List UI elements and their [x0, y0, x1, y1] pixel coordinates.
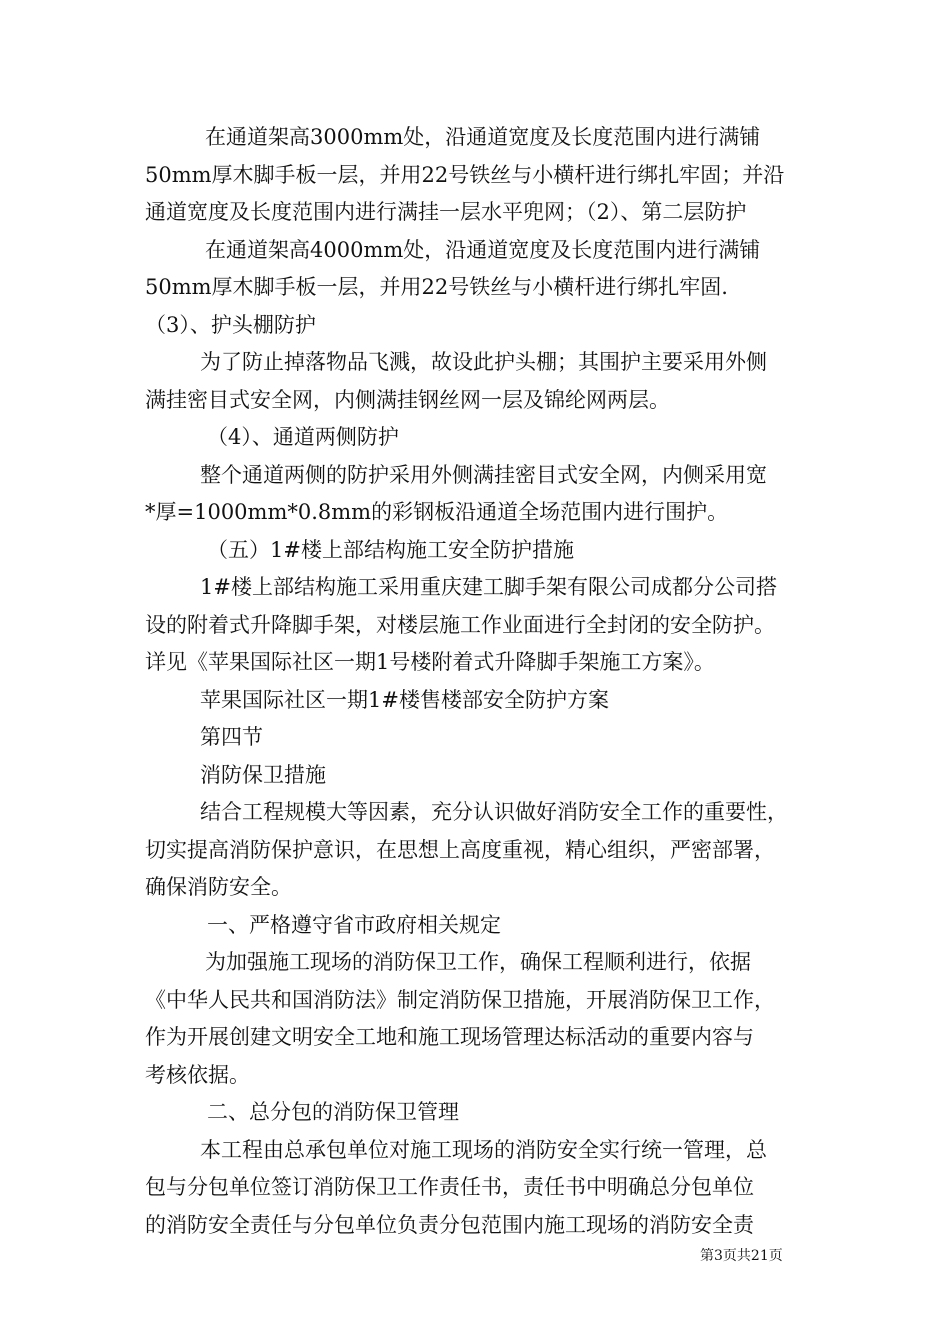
section-heading: 二、总分包的消防保卫管理	[207, 1100, 459, 1124]
section-heading: （五）1#楼上部结构施工安全防护措施	[207, 537, 574, 562]
text-line: 苹果国际社区一期1#楼售楼部安全防护方案	[200, 687, 609, 712]
text-line: 50mm厚木脚手板一层，并用22号铁丝与小横杆进行绑扎牢固；并沿	[145, 162, 785, 187]
text-line: 《中华人民共和国消防法》制定消防保卫措施，开展消防保卫工作，	[145, 987, 775, 1012]
text-line: 1#楼上部结构施工采用重庆建工脚手架有限公司成都分公司搭	[200, 575, 777, 599]
text-line: 在通道架高4000mm处，沿通道宽度及长度范围内进行满铺	[205, 237, 761, 262]
text-line: 本工程由总承包单位对施工现场的消防安全实行统一管理，总	[200, 1137, 767, 1162]
text-line: 通道宽度及长度范围内进行满挂一层水平兜网；（2）、第二层防护	[145, 200, 747, 224]
text-line: （3）、护头棚防护	[145, 312, 316, 337]
text-line: 的消防安全责任与分包单位负责分包范围内施工现场的消防安全责	[145, 1212, 754, 1237]
text-line: 详见《苹果国际社区一期1号楼附着式升降脚手架施工方案》。	[145, 650, 715, 674]
page-number: 第3页共21页	[700, 1248, 783, 1264]
text-line: 为加强施工现场的消防保卫工作，确保工程顺利进行，依据	[205, 950, 751, 974]
text-line: 切实提高消防保护意识，在思想上高度重视，精心组织，严密部署，	[145, 837, 775, 862]
text-line: 作为开展创建文明安全工地和施工现场管理达标活动的重要内容与	[145, 1025, 754, 1049]
text-line: 满挂密目式安全网，内侧满挂钢丝网一层及锦纶网两层。	[145, 387, 670, 412]
section-heading: 第四节	[200, 725, 263, 749]
text-line: 考核依据。	[145, 1062, 250, 1087]
text-line: 50mm厚木脚手板一层，并用22号铁丝与小横杆进行绑扎牢固.	[145, 275, 728, 299]
section-heading: 一、严格遵守省市政府相关规定	[207, 912, 501, 937]
text-line: 包与分包单位签订消防保卫工作责任书，责任书中明确总分包单位	[145, 1175, 754, 1199]
text-line: 确保消防安全。	[145, 875, 292, 899]
text-line: *厚=1000mm*0.8mm的彩钢板沿通道全场范围内进行围护。	[145, 500, 729, 524]
text-line: 结合工程规模大等因素，充分认识做好消防安全工作的重要性，	[200, 800, 788, 824]
text-line: 设的附着式升降脚手架，对楼层施工作业面进行全封闭的安全防护。	[145, 612, 775, 637]
text-line: （4）、通道两侧防护	[207, 425, 399, 449]
text-line: 为了防止掉落物品飞溅，故设此护头棚；其围护主要采用外侧	[200, 350, 767, 374]
text-line: 整个通道两侧的防护采用外侧满挂密目式安全网，内侧采用宽	[200, 462, 767, 487]
section-heading: 消防保卫措施	[200, 762, 326, 787]
document-body	[145, 119, 821, 1244]
text-line: 在通道架高3000mm处，沿通道宽度及长度范围内进行满铺	[205, 125, 761, 149]
